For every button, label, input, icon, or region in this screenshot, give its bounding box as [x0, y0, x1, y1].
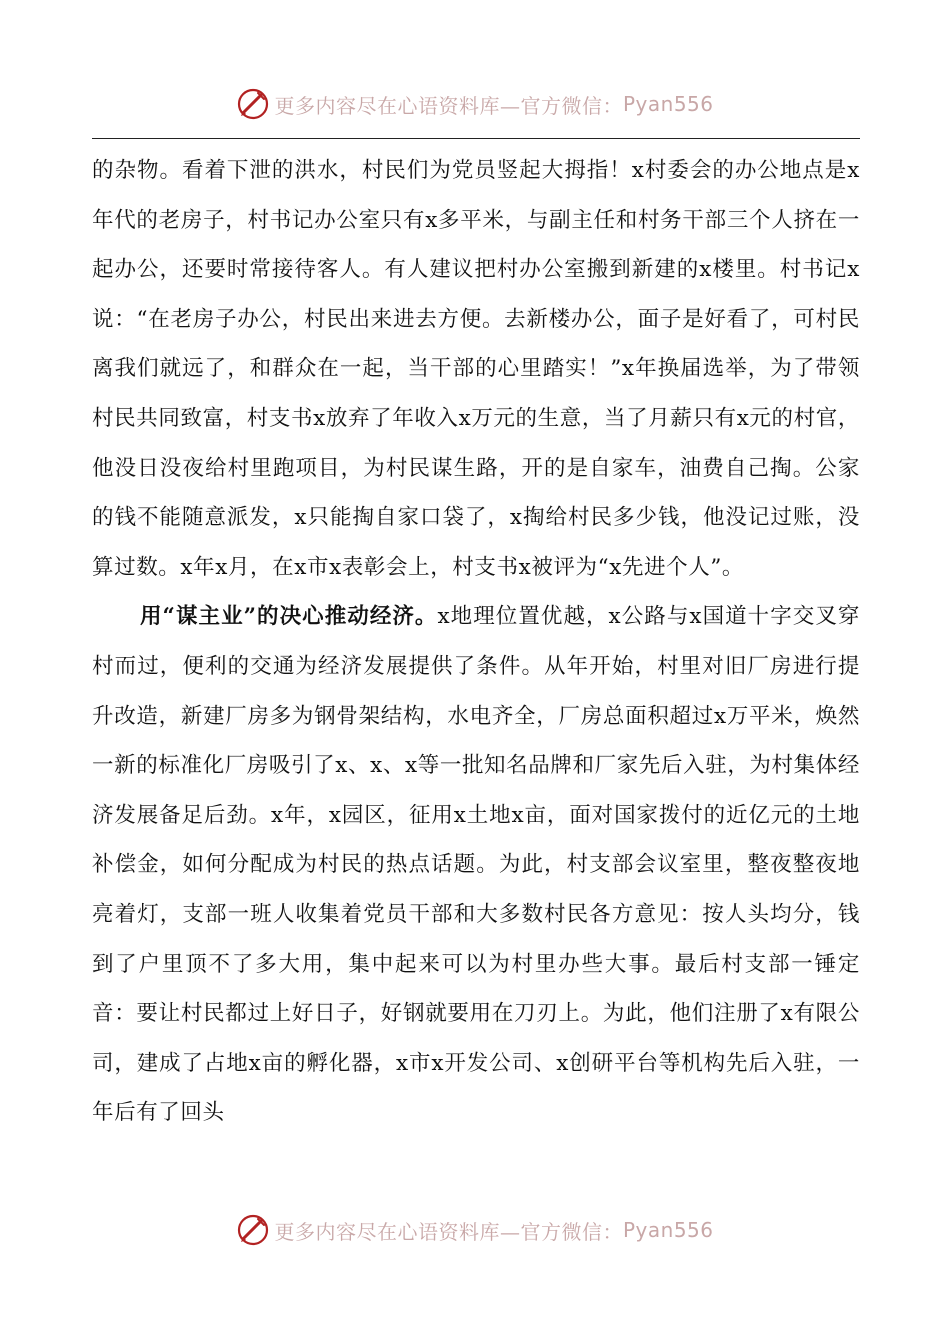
paragraph-lead-heading: 用“谋主业”的决心推动经济。: [140, 604, 438, 630]
pen-seal-icon: [236, 87, 270, 121]
footer-watermark-id: Pyan556: [622, 1218, 714, 1242]
paragraph-text: x地理位置优越，x公路与x国道十字交叉穿村而过，便利的交通为经济发展提供了条件。从年开始，村里对旧厂房进行提升改造，新建厂房多为钢骨架结构，水电齐全，厂房总面积超过x万平米，焕然一新的标准化厂房吸引了x、x、x等一批知名品牌和厂家先后入驻，为村集体经济发展备足后劲。x年，x园区，征用x土地x亩，面对国家拨付的近亿元的土地补偿金，如何分配成为村民的热点话题。为此，村支部会议室里，整夜整夜地亮着灯，支部一班人收集着党员干部和大多数村民各方意见：按人头均分，钱到了户里顶不了多大用，集中起来可以为村里办些大事。最后村支部一锤定音：要让村民都过上好日子，好钢就要用在刀刃上。为此，他们注册了x有限公司，建成了占地x亩的孵化器，x市x开发公司、x创研平台等机构先后入驻，一年后有了回头: [92, 604, 860, 1126]
body-paragraph-2: [92, 592, 860, 1138]
pen-seal-icon: [236, 1213, 270, 1247]
footer-watermark: [0, 1210, 950, 1250]
document-body: [92, 146, 860, 1138]
header-watermark-id: Pyan556: [622, 92, 714, 116]
header-watermark-text: 更多内容尽在心语资料库—官方微信：: [274, 93, 623, 118]
body-paragraph: 的杂物。看着下泄的洪水，村民们为党员竖起大拇指！x村委会的办公地点是x年代的老房子，村书记办公室只有x多平米，与副主任和村务干部三个人挤在一起办公，还要时常接待客人。有人建议把村办公室搬到新建的x楼里。村书记x说：“在老房子办公，村民出来进去方便。去新楼办公，面子是好看了，可村民离我们就远了，和群众在一起，当干部的心里踏实！”x年换届选举，为了带领村民共同致富，村支书x放弃了年收入x万元的生意，当了月薪只有x元的村官，他没日没夜给村里跑项目，为村民谋生路，开的是自家车，油费自己掏。公家的钱不能随意派发，x只能掏自家口袋了，x掏给村民多少钱，他没记过账，没算过数。x年x月，在x市x表彰会上，村支书x被评为“x先进个人”。: [92, 158, 860, 580]
header-watermark: [0, 84, 950, 124]
header-divider: [92, 138, 860, 139]
footer-watermark-text: 更多内容尽在心语资料库—官方微信：: [274, 1219, 623, 1244]
